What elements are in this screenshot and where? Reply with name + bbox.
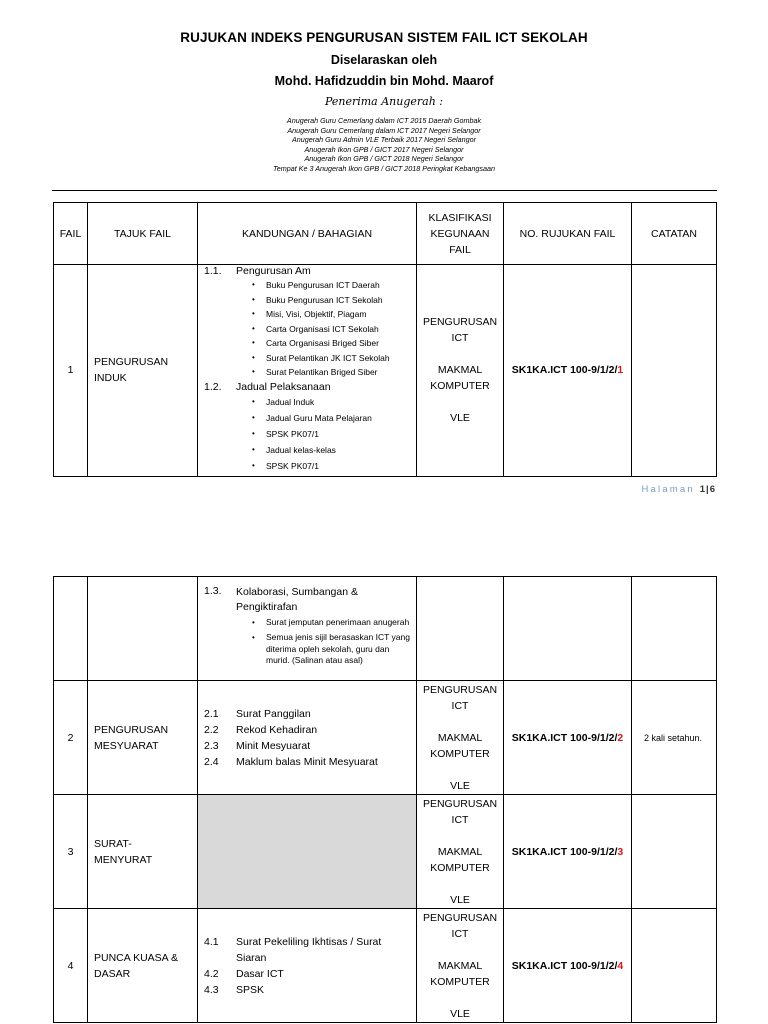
section-number: 1.1. xyxy=(204,265,222,277)
row-reference xyxy=(504,577,632,681)
award-line: Anugerah Guru Cemerlang dalam ICT 2015 Daerah Gombak xyxy=(286,116,482,125)
row-number: 1 xyxy=(54,265,88,477)
section-items xyxy=(202,278,412,380)
list-item: • Carta Organisasi Briged Siber xyxy=(266,336,412,351)
row-title-line: PUNCA KUASA & xyxy=(94,951,179,964)
section-label: SPSK xyxy=(236,984,265,996)
classification-line: MAKMAL xyxy=(437,845,483,858)
section-number: 2.1 xyxy=(204,708,219,720)
row-reference xyxy=(504,681,632,795)
author-name: Mohd. Hafidzuddin bin Mohd. Maarof xyxy=(274,74,494,88)
file-index-table-page-1 xyxy=(53,202,717,477)
list-item: • SPSK PK07/1 xyxy=(266,458,412,474)
row-reference xyxy=(504,795,632,909)
header-fail: FAIL xyxy=(54,203,88,265)
row-contents xyxy=(198,909,417,1023)
table-row xyxy=(54,795,717,909)
file-index-table-page-2 xyxy=(53,576,717,1023)
reference-prefix: SK1KA.ICT 100-9/1/2/ xyxy=(511,364,618,377)
classification-line: VLE xyxy=(450,1007,470,1020)
section-heading xyxy=(202,706,412,722)
section-heading xyxy=(202,738,412,754)
row-note xyxy=(632,909,717,1023)
section-label: Maklum balas Minit Mesyuarat xyxy=(236,756,378,768)
section-number: 2.4 xyxy=(204,756,219,768)
section-heading xyxy=(202,585,412,615)
list-item: • Misi, Visi, Objektif, Piagam xyxy=(266,307,412,322)
award-line: Anugerah Guru Cemerlang dalam ICT 2017 Negeri Selangor xyxy=(287,125,481,135)
header-klasifikasi-line: KEGUNAAN xyxy=(430,227,490,240)
row-number: 2 xyxy=(54,681,88,795)
section-items xyxy=(202,394,412,474)
section-heading xyxy=(202,934,412,966)
reference-number: 1 xyxy=(617,364,624,377)
row-title-line: PENGURUSAN xyxy=(94,356,169,369)
list-item: • Buku Pengurusan ICT Sekolah xyxy=(266,293,412,308)
table-row xyxy=(54,909,717,1023)
document-title: RUJUKAN INDEKS PENGURUSAN SISTEM FAIL ICT SEKOLAH xyxy=(180,30,588,45)
classification-line: ICT xyxy=(451,699,469,712)
table-header-row xyxy=(54,203,717,265)
row-title-line: PENGURUSAN xyxy=(94,723,169,736)
list-item: • Jadual Induk xyxy=(266,394,412,410)
page-separator: | xyxy=(706,484,710,495)
section-label: Jadual Pelaksanaan xyxy=(236,380,331,393)
classification-line: VLE xyxy=(450,779,470,792)
reference-prefix: SK1KA.ICT 100-9/1/2/ xyxy=(511,959,618,972)
classification-line: ICT xyxy=(451,332,469,345)
row-classification xyxy=(417,577,504,681)
award-line: Anugerah Ikon GPB / GICT 2017 Negeri Selangor xyxy=(304,144,464,154)
row-number xyxy=(54,577,88,681)
classification-line: ICT xyxy=(451,927,469,940)
section-label: Surat Panggilan xyxy=(236,708,311,720)
list-item: • Jadual Guru Mata Pelajaran xyxy=(266,410,412,426)
row-title xyxy=(88,265,198,477)
classification-line: VLE xyxy=(450,412,470,425)
classification-line: KOMPUTER xyxy=(430,380,490,393)
section-items xyxy=(202,617,412,667)
row-title-line: MENYURAT xyxy=(94,853,153,866)
section-heading xyxy=(202,265,412,278)
classification-line: MAKMAL xyxy=(437,959,483,972)
reference-prefix: SK1KA.ICT 100-9/1/2/ xyxy=(511,845,618,858)
classification-line: PENGURUSAN xyxy=(422,683,498,696)
page-label: Halaman xyxy=(641,484,695,495)
header-klasifikasi xyxy=(417,203,504,265)
section-label: Surat Pekeliling Ikhtisas / Surat Siaran xyxy=(236,936,382,964)
row-title-line: DASAR xyxy=(94,967,131,980)
row-classification xyxy=(417,909,504,1023)
page-total: 6 xyxy=(709,484,716,495)
section-number: 2.2 xyxy=(204,724,219,736)
list-item: • Carta Organisasi ICT Sekolah xyxy=(266,322,412,337)
table-row xyxy=(54,681,717,795)
prepared-by-label: Diselaraskan oleh xyxy=(330,53,438,67)
row-note xyxy=(632,577,717,681)
row-contents-empty xyxy=(198,795,417,909)
row-reference xyxy=(504,909,632,1023)
row-title xyxy=(88,909,198,1023)
table-row xyxy=(54,265,717,477)
list-item: • Surat Pelantikan JK ICT Sekolah xyxy=(266,351,412,366)
award-line: Tempat Ke 3 Anugerah Ikon GPB / GICT 2018 Peringkat Kebangsaan xyxy=(272,163,496,173)
reference-number: 2 xyxy=(617,731,624,744)
row-contents xyxy=(198,681,417,795)
list-item: • Surat Pelantikan Briged Siber xyxy=(266,365,412,380)
classification-line: MAKMAL xyxy=(437,364,483,377)
row-title xyxy=(88,577,198,681)
header-no-rujukan: NO. RUJUKAN FAIL xyxy=(504,203,632,265)
row-title xyxy=(88,681,198,795)
classification-line: KOMPUTER xyxy=(430,975,490,988)
row-classification xyxy=(417,795,504,909)
row-number: 3 xyxy=(54,795,88,909)
section-number: 1.2. xyxy=(204,380,222,393)
row-reference xyxy=(504,265,632,477)
classification-line: MAKMAL xyxy=(437,731,483,744)
classification-line: KOMPUTER xyxy=(430,747,490,760)
row-title xyxy=(88,795,198,909)
row-note: 2 kali setahun. xyxy=(632,681,717,795)
page-footer xyxy=(0,484,716,495)
section-number: 2.3 xyxy=(204,740,219,752)
classification-line: PENGURUSAN xyxy=(422,797,498,810)
section-label: Dasar ICT xyxy=(236,968,284,980)
section-number: 4.3 xyxy=(204,984,219,996)
row-note xyxy=(632,265,717,477)
recipient-label: Penerima Anugerah : xyxy=(324,95,444,108)
header-tajuk: TAJUK FAIL xyxy=(88,203,198,265)
header-catatan: CATATAN xyxy=(632,203,717,265)
list-item: • Surat jemputan penerimaan anugerah xyxy=(266,617,412,629)
row-contents xyxy=(198,265,417,477)
classification-line: VLE xyxy=(450,893,470,906)
award-line: Anugerah Guru Admin VLE Terbaik 2017 Negeri Selangor xyxy=(291,135,477,145)
row-title-line: MESYUARAT xyxy=(94,739,159,752)
section-number: 4.1 xyxy=(204,936,219,948)
row-classification xyxy=(417,681,504,795)
classification-line: PENGURUSAN xyxy=(422,316,498,329)
reference-number: 3 xyxy=(617,845,624,858)
header-divider xyxy=(52,190,717,191)
classification-line: KOMPUTER xyxy=(430,861,490,874)
award-line: Anugerah Ikon GPB / GICT 2018 Negeri Selangor xyxy=(304,154,464,164)
list-item: • Buku Pengurusan ICT Daerah xyxy=(266,278,412,293)
section-label: Minit Mesyuarat xyxy=(236,740,311,752)
section-label: Pengurusan Am xyxy=(236,265,311,277)
header-kandungan: KANDUNGAN / BAHAGIAN xyxy=(198,203,417,265)
row-contents xyxy=(198,577,417,681)
list-item: • Jadual kelas-kelas xyxy=(266,442,412,458)
table-row xyxy=(54,577,717,681)
header-klasifikasi-line: KLASIFIKASI xyxy=(428,211,492,224)
row-classification xyxy=(417,265,504,477)
page-number: 1 xyxy=(699,484,707,495)
row-note xyxy=(632,795,717,909)
awards-list xyxy=(0,116,768,174)
classification-line: ICT xyxy=(451,813,469,826)
header-klasifikasi-line: FAIL xyxy=(449,243,471,256)
section-heading xyxy=(202,381,412,394)
list-item: • Semua jenis sijil berasaskan ICT yang diterima opleh sekolah, guru dan murid. (Salinan atau asal) xyxy=(266,632,412,667)
row-title-line: SURAT- xyxy=(94,837,132,850)
section-number: 4.2 xyxy=(204,968,219,980)
section-heading xyxy=(202,982,412,998)
section-heading xyxy=(202,966,412,982)
section-heading xyxy=(202,722,412,738)
reference-prefix: SK1KA.ICT 100-9/1/2/ xyxy=(511,731,618,744)
classification-line: PENGURUSAN xyxy=(422,911,498,924)
section-label: Kolaborasi, Sumbangan & Pengiktirafan xyxy=(236,585,358,613)
section-number: 1.3. xyxy=(204,584,222,597)
reference-number: 4 xyxy=(617,959,624,972)
row-title-line: INDUK xyxy=(94,372,127,385)
section-heading xyxy=(202,754,412,770)
list-item: • SPSK PK07/1 xyxy=(266,426,412,442)
row-number: 4 xyxy=(54,909,88,1023)
section-label: Rekod Kehadiran xyxy=(236,724,318,736)
